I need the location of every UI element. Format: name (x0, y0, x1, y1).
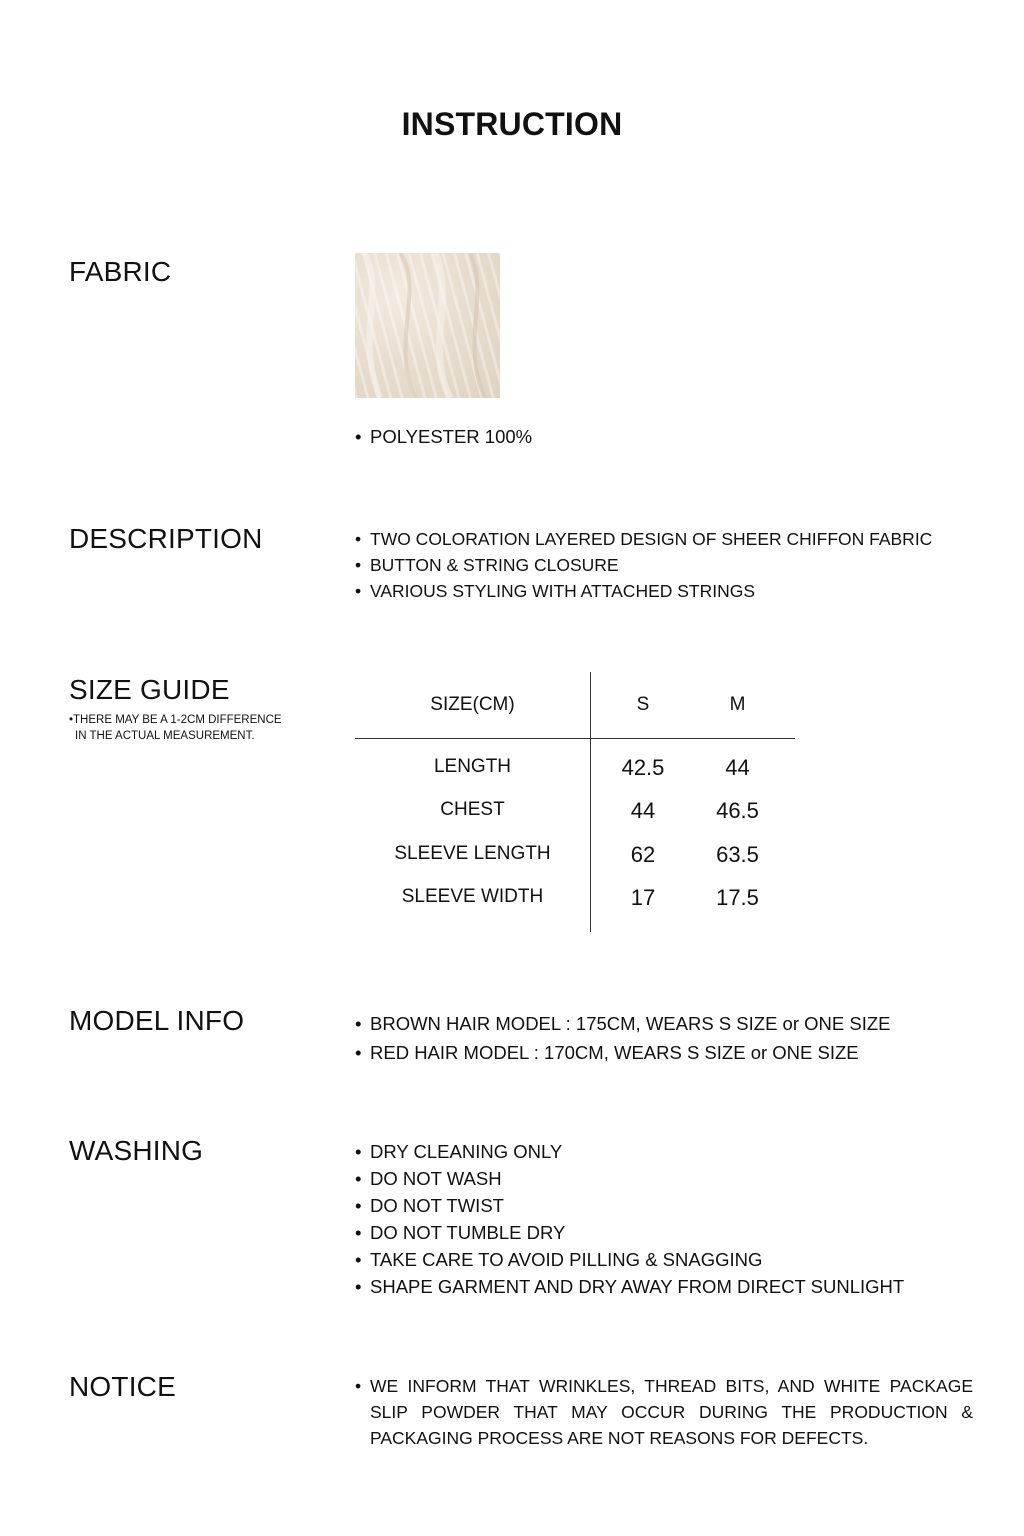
size-guide-label: SIZE GUIDE (69, 674, 230, 705)
list-item: • TAKE CARE TO AVOID PILLING & SNAGGING (355, 1246, 904, 1273)
bullet-icon: • (355, 1013, 362, 1034)
table-row-label: CHEST (440, 799, 505, 820)
list-item: • SHAPE GARMENT AND DRY AWAY FROM DIRECT SUNLIGHT (355, 1273, 904, 1300)
table-row-label: SLEEVE WIDTH (401, 886, 544, 907)
table-cell: 44 (630, 798, 656, 823)
table-header-s: S (636, 694, 650, 715)
bullet-icon: • (355, 1276, 362, 1297)
table-header-size: SIZE(CM) (430, 694, 515, 715)
list-item: • DRY CLEANING ONLY (355, 1138, 904, 1165)
washing-list (355, 1138, 904, 1300)
fabric-list (355, 426, 532, 448)
bullet-icon: • (69, 714, 74, 726)
washing-label: WASHING (69, 1135, 204, 1166)
bullet-icon: • (355, 426, 362, 447)
description-list (355, 526, 932, 604)
bullet-icon: • (355, 1195, 362, 1216)
list-item: • WE INFORM THAT WRINKLES, THREAD BITS, AND WHITE PACKAGE SLIP POWDER THAT MAY OCCUR DURING THE PRODUCTION & PACKAGING PROCESS ARE NOT REASONS FOR DEFECTS. (355, 1373, 973, 1451)
bullet-icon: • (355, 1141, 362, 1162)
model-info-list (355, 1009, 890, 1067)
table-header-m: M (729, 694, 746, 715)
bullet-icon: • (355, 529, 362, 549)
table-divider-horizontal (355, 738, 795, 739)
size-table (355, 672, 795, 932)
bullet-icon: • (355, 555, 362, 575)
bullet-icon: • (355, 1168, 362, 1189)
fabric-label: FABRIC (69, 256, 172, 287)
list-item: • POLYESTER 100% (355, 426, 533, 447)
size-guide-note: •THERE MAY BE A 1-2CM DIFFERENCE IN THE ACTUAL MEASUREMENT. (69, 714, 282, 742)
table-divider-vertical (590, 672, 591, 932)
table-cell: 63.5 (716, 842, 759, 867)
description-label: DESCRIPTION (69, 523, 263, 554)
list-item: • DO NOT WASH (355, 1165, 904, 1192)
page-title: INSTRUCTION (401, 106, 623, 142)
notice-list (355, 1373, 973, 1451)
table-row-label: SLEEVE LENGTH (394, 843, 551, 864)
list-item: • TWO COLORATION LAYERED DESIGN OF SHEER CHIFFON FABRIC (355, 526, 932, 552)
list-item: • VARIOUS STYLING WITH ATTACHED STRINGS (355, 578, 932, 604)
list-item: • DO NOT TWIST (355, 1192, 904, 1219)
table-cell: 42.5 (621, 755, 665, 780)
bullet-icon: • (355, 1249, 362, 1270)
model-info-label: MODEL INFO (69, 1005, 245, 1036)
fabric-swatch-image (355, 253, 500, 398)
table-cell: 62 (630, 842, 656, 867)
table-cell: 44 (725, 755, 750, 780)
list-item: • RED HAIR MODEL : 170CM, WEARS S SIZE or ONE SIZE (355, 1038, 890, 1067)
list-item: • DO NOT TUMBLE DRY (355, 1219, 904, 1246)
table-cell: 46.5 (716, 798, 759, 823)
notice-label: NOTICE (69, 1371, 176, 1402)
list-item: • BUTTON & STRING CLOSURE (355, 552, 932, 578)
bullet-icon: • (355, 581, 362, 601)
table-row-label: LENGTH (433, 756, 512, 777)
table-cell: 17 (630, 885, 656, 910)
table-cell: 17.5 (716, 885, 759, 910)
bullet-icon: • (355, 1376, 362, 1396)
list-item: • BROWN HAIR MODEL : 175CM, WEARS S SIZE or ONE SIZE (355, 1009, 890, 1038)
bullet-icon: • (355, 1222, 362, 1243)
bullet-icon: • (355, 1042, 362, 1063)
